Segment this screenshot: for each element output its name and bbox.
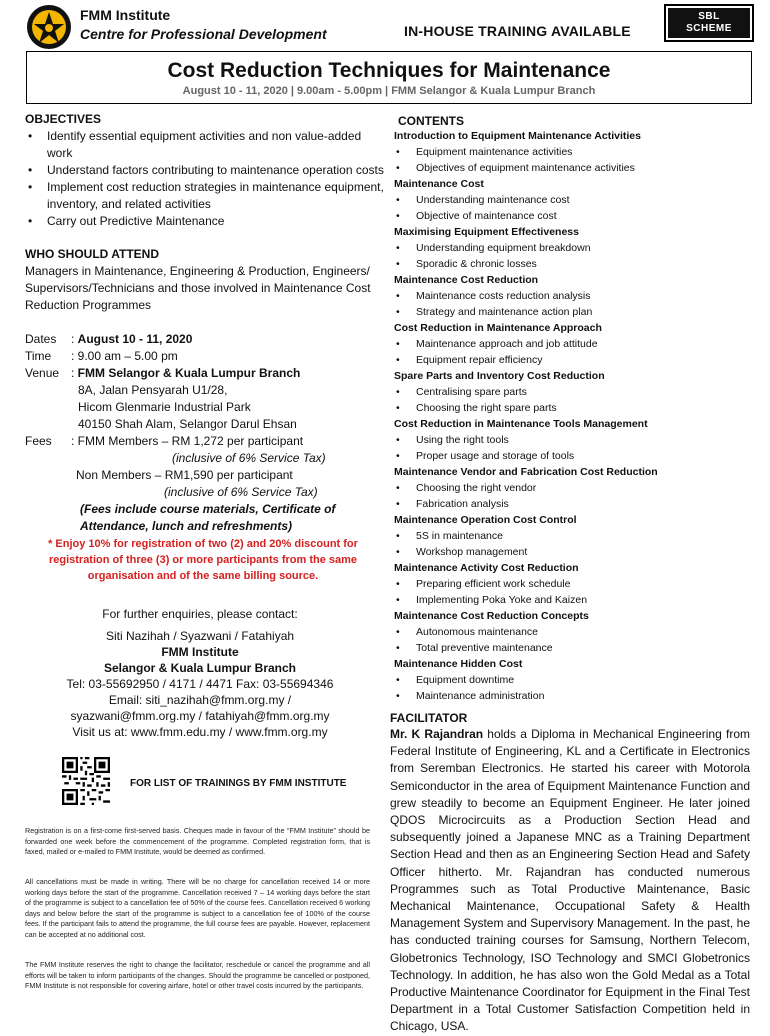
contents-section-list [394, 432, 754, 464]
contents-item: • Implementing Poka Yoke and Kaizen [394, 592, 754, 608]
contact-web[interactable]: Visit us at: www.fmm.edu.my / www.fmm.org.my [72, 725, 328, 739]
contents-section-title: Maintenance Vendor and Fabrication Cost Reduction [394, 466, 658, 478]
contents-item: • Proper usage and storage of tools [394, 448, 754, 464]
contents-section-list [394, 192, 754, 224]
registration-note: Registration is on a first-come first-served basis. Cheques made in favour of the “FMM Institute” should be forwarded one week before the commencement of the programme. Completed registration form, that is faxed, mailed or e-mailed to FMM Institute, would be deemed as confirmed. [25, 826, 370, 856]
contents-item: • Maintenance approach and job attitude [394, 336, 754, 352]
contents-section-title: Introduction to Equipment Maintenance Activities [394, 130, 641, 142]
contact-intro: For further enquiries, please contact: [102, 607, 298, 621]
venue-address-line: 40150 Shah Alam, Selangor Darul Ehsan [78, 417, 297, 431]
contents-item: • Preparing efficient work schedule [394, 576, 754, 592]
contents-section-title: Maintenance Operation Cost Control [394, 514, 577, 526]
contents-item: • Centralising spare parts [394, 384, 754, 400]
objective-item: • Identify essential equipment activities and non value-added work [25, 128, 387, 162]
course-details: Dates : August 10 - 11, 2020 Time : 9.00 am – 5.00 pm Venue : FMM Selangor & Kuala Lumpur Branch 8A, Jalan Pensyarah U1/28, Hicom Glenmarie Industrial Park 40150 Shah Alam, Selangor Darul Ehsan Fees : FMM Members – RM 1,272 per participant (inclusive of 6% Service Tax) Non Members – RM1,590 per participant (inclusive of 6% Service Tax) (Fees include course materials, Certificate of Attendance, lunch and refreshments) [25, 331, 385, 535]
objective-item: • Understand factors contributing to maintenance operation costs [25, 162, 387, 179]
venue-label: Venue [25, 366, 60, 380]
sbl-line2: SCHEME [686, 23, 732, 34]
contents-item: • Total preventive maintenance [394, 640, 754, 656]
inhouse-banner: IN-HOUSE TRAINING AVAILABLE [404, 23, 631, 39]
contents-item: • Equipment repair efficiency [394, 352, 754, 368]
header [0, 0, 770, 50]
contents-section-list [394, 144, 754, 176]
contents-item: • Autonomous maintenance [394, 624, 754, 640]
course-subtitle: August 10 - 11, 2020 | 9.00am - 5.00pm | FMM Selangor & Kuala Lumpur Branch [182, 85, 596, 97]
contents-item: • Understanding maintenance cost [394, 192, 754, 208]
contents-section [394, 114, 754, 704]
facilitator-bio [390, 726, 750, 1036]
contents-item: • Sporadic & chronic losses [394, 256, 754, 272]
facilitator-bio-text: holds a Diploma in Mechanical Engineering from Federal Institute of Engineering, KL and a Certificate in Electronics from Seremban Electronics. He started his career with Motorola Semiconductor in the area of Equipment Maintenance Function and grew steadily to become an Equipment Engineer. He later joined QDOS Microcircuits as a Production Section Head and subsequently joined a Japanese MNC as a Training Department Section Head and then as an Engineering Section Head and Safety Officer hitherto. Mr. Rajandran has conducted numerous Programmes such as Total Productive Maintenance, Basic Mechanical Maintenance, Occupational Safety & Health Management System and Supervisory Management. In the past, he has conducted training courses for Samsung, Northern Telecom, Globetronics Technology, ISO Technology and SMCI Globetronics Technology. In addition, he has also won the Gold Medal as a Total Productive Maintenance Coordinator for Equipment in the Final Test Department in a Total Customer Satisfaction Competition held in Chicago, USA. [390, 727, 750, 1034]
who-should-attend-section [25, 247, 377, 314]
fees-include: (Fees include course materials, Certificate of Attendance, lunch and refreshments) [80, 502, 336, 533]
fees-nonmembers-tax: (inclusive of 6% Service Tax) [164, 485, 318, 499]
venue-name: FMM Selangor & Kuala Lumpur Branch [77, 366, 301, 380]
discount-promo: * Enjoy 10% for registration of two (2) and 20% discount for registration of three (3) or more participants from the same organisation and of the same billing source. [48, 538, 358, 582]
contents-section-title: Cost Reduction in Maintenance Approach [394, 322, 602, 334]
fees-members-tax: (inclusive of 6% Service Tax) [172, 451, 326, 465]
objectives-heading: OBJECTIVES [25, 112, 102, 126]
centre-name: Centre for Professional Development [80, 26, 327, 42]
contents-item: • Maintenance costs reduction analysis [394, 288, 754, 304]
course-title: Cost Reduction Techniques for Maintenance [167, 59, 611, 82]
contents-item: • Equipment downtime [394, 672, 754, 688]
fees-label: Fees [25, 434, 52, 448]
contents-section-title: Maintenance Activity Cost Reduction [394, 562, 579, 574]
objectives-list [25, 128, 387, 230]
contact-email[interactable]: Email: siti_nazihah@fmm.org.my / syazwani@fmm.org.my / fatahiyah@fmm.org.my [70, 693, 330, 723]
course-title-box [26, 51, 752, 104]
contents-section-title: Maintenance Cost Reduction [394, 274, 539, 286]
contents-item: • Using the right tools [394, 432, 754, 448]
contents-section-list [394, 576, 754, 608]
sbl-line1: SBL [698, 11, 720, 22]
contents-section-title: Cost Reduction in Maintenance Tools Management [394, 418, 648, 430]
time-value: 9.00 am – 5.00 pm [77, 349, 178, 363]
facilitator-name: Mr. K Rajandran [390, 727, 484, 741]
contents-section-title: Maintenance Cost [394, 178, 484, 190]
venue-address-line: 8A, Jalan Pensyarah U1/28, [78, 383, 228, 397]
who-text: Managers in Maintenance, Engineering & Production, Engineers/ Supervisors/Technicians and those involved in Maintenance Cost Reduction Programmes [25, 264, 371, 312]
time-label: Time [25, 349, 52, 363]
institute-name: FMM Institute [80, 7, 171, 23]
contents-section-list [394, 624, 754, 656]
contact-tel: Tel: 03-55692950 / 4171 / 4471 Fax: 03-55694346 [66, 677, 334, 691]
venue-address-line: Hicom Glenmarie Industrial Park [78, 400, 251, 414]
contact-names: Siti Nazihah / Syazwani / Fatahiyah [105, 629, 295, 643]
fmm-logo-icon [26, 4, 72, 50]
contents-section-list [394, 480, 754, 512]
contents-item: • Workshop management [394, 544, 754, 560]
contents-section-title: Spare Parts and Inventory Cost Reduction [394, 370, 605, 382]
contents-body [394, 128, 754, 704]
contents-item: • Understanding equipment breakdown [394, 240, 754, 256]
contents-item: • Strategy and maintenance action plan [394, 304, 754, 320]
contents-section-list [394, 672, 754, 704]
contents-item: • Objective of maintenance cost [394, 208, 754, 224]
contents-item: • 5S in maintenance [394, 528, 754, 544]
who-heading: WHO SHOULD ATTEND [25, 247, 159, 261]
contents-section-list [394, 240, 754, 272]
sbl-scheme-badge [664, 4, 754, 42]
contact-org: FMM Institute [161, 645, 239, 659]
contents-section-list [394, 528, 754, 560]
facilitator-section [390, 711, 750, 1036]
qr-code-icon[interactable] [62, 757, 110, 805]
dates-value: August 10 - 11, 2020 [77, 332, 193, 346]
contents-section-list [394, 384, 754, 416]
contents-item: • Maintenance administration [394, 688, 754, 704]
cancellation-note: All cancellations must be made in writing. There will be no charge for cancellation received 14 or more working days before the start of the programme. Cancellation received 7 – 14 working days before the start of the programme is subject to a cancellation fee of 50% of the course fees. Cancellation received 6 working days and below before the start of the programme is subject to a cancellation fee of 100% of the course fees. If the participant fails to attend the programme, the full course fees are payable. However, replacement can be accepted at no additional cost. [25, 877, 370, 939]
contents-section-title: Maintenance Cost Reduction Concepts [394, 610, 589, 622]
facilitator-heading: FACILITATOR [390, 711, 468, 725]
reservation-note: The FMM Institute reserves the right to change the facilitator, reschedule or cancel the programme and all efforts will be taken to inform participants of the changes. Should the programme be cancelled or postponed, FMM Institute is not responsible for covering airfare, hotel or other travel costs incurred by the participants. [25, 960, 370, 990]
objective-item: • Carry out Predictive Maintenance [25, 213, 387, 230]
contents-section-list [394, 288, 754, 320]
objectives-section [25, 112, 387, 230]
dates-label: Dates [25, 332, 57, 346]
contents-item: • Equipment maintenance activities [394, 144, 754, 160]
contents-item: • Fabrication analysis [394, 496, 754, 512]
contents-item: • Objectives of equipment maintenance activities [394, 160, 754, 176]
contents-section-title: Maximising Equipment Effectiveness [394, 226, 579, 238]
contact-section [30, 606, 370, 740]
contents-item: • Choosing the right spare parts [394, 400, 754, 416]
contents-section-title: Maintenance Hidden Cost [394, 658, 523, 670]
qr-label: FOR LIST OF TRAININGS BY FMM INSTITUTE [130, 778, 347, 789]
contents-section-list [394, 336, 754, 368]
contents-heading: CONTENTS [398, 114, 464, 128]
objective-item: • Implement cost reduction strategies in maintenance equipment, inventory, and related activities [25, 179, 387, 213]
contact-branch: Selangor & Kuala Lumpur Branch [103, 661, 297, 675]
fees-members: FMM Members – RM 1,272 per participant [77, 434, 304, 448]
fees-nonmembers: Non Members – RM1,590 per participant [76, 468, 293, 482]
contents-item: • Choosing the right vendor [394, 480, 754, 496]
